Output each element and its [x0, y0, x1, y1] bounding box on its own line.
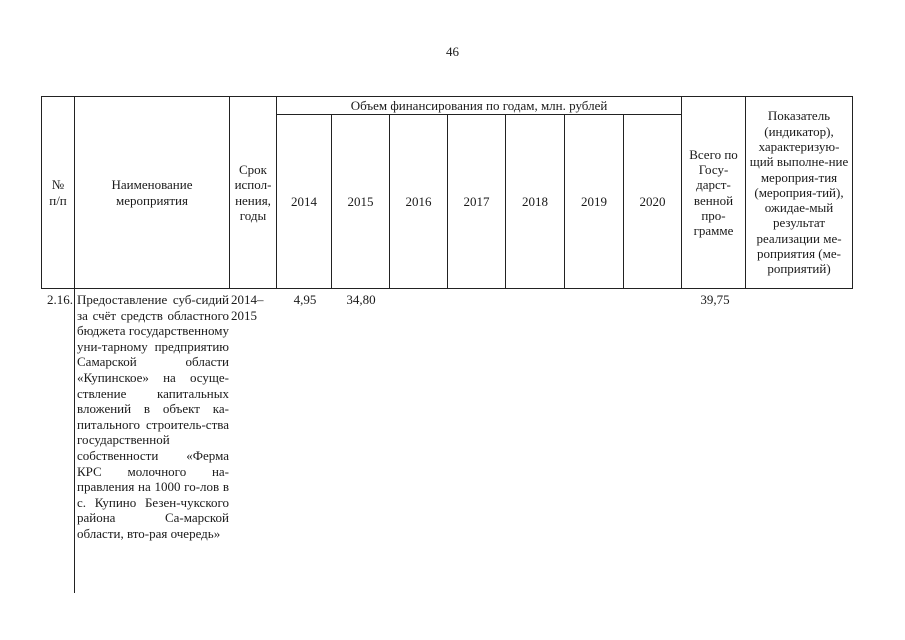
- header-year-2015: [331, 114, 390, 289]
- header-term-label: Срок испол-нения, годы: [234, 161, 272, 223]
- header-year-2019: [564, 114, 624, 289]
- row-value-2014: 4,95: [293, 292, 317, 307]
- header-year-2020: [623, 114, 682, 289]
- header-num: [41, 96, 75, 289]
- header-year-2014: [276, 114, 332, 289]
- header-funding-group: [276, 96, 682, 115]
- header-year-2018: [505, 114, 565, 289]
- header-year-label: 2019: [581, 193, 607, 209]
- header-indicator: [745, 96, 853, 289]
- header-term: [229, 96, 277, 289]
- header-year-2016: [389, 114, 448, 289]
- row-value-2015: 34,80: [346, 292, 376, 307]
- header-year-label: 2016: [405, 193, 432, 209]
- header-year-label: 2017: [463, 193, 490, 209]
- row-number: 2.16.: [47, 292, 73, 307]
- row-value-total: 39,75: [700, 292, 730, 307]
- header-total: [681, 96, 746, 289]
- row-term: 2014–2015: [231, 292, 264, 323]
- header-total-label: Всего по Госу-дарст-венной про-грамме: [689, 146, 738, 239]
- header-funding-group-label: Объем финансирования по годам, млн. рублей: [350, 97, 608, 113]
- header-num-label: № п/п: [49, 177, 67, 208]
- header-year-label: 2014: [291, 193, 317, 209]
- header-year-label: 2018: [522, 193, 548, 209]
- header-name-label: Наименование мероприятия: [111, 177, 193, 208]
- column-divider: [74, 289, 75, 593]
- header-year-2017: [447, 114, 506, 289]
- header-name: [74, 96, 230, 289]
- header-year-label: 2020: [639, 193, 666, 209]
- header-indicator-label: Показатель (индикатор), характеризую-щий выполне-ние мероприя-тия (мероприя-тий), ожидае-мый результат реализации ме-роприятия (ме-роприятий): [749, 108, 849, 277]
- row-measure-name: Предоставление суб-сидий за счёт средств областного бюджета государственному уни-тарному предприятию Самарской области «Купинское» на осуще-ствление капитальных вложений в объект ка-питального строитель-ства государственной собственности «Ферма КРС молочного на-правления на 1000 го-лов в с. Купино Безен-чукского района Са-марской области, вто-рая очередь»: [77, 292, 229, 541]
- page-number: 46: [446, 44, 459, 59]
- header-year-label: 2015: [347, 193, 374, 209]
